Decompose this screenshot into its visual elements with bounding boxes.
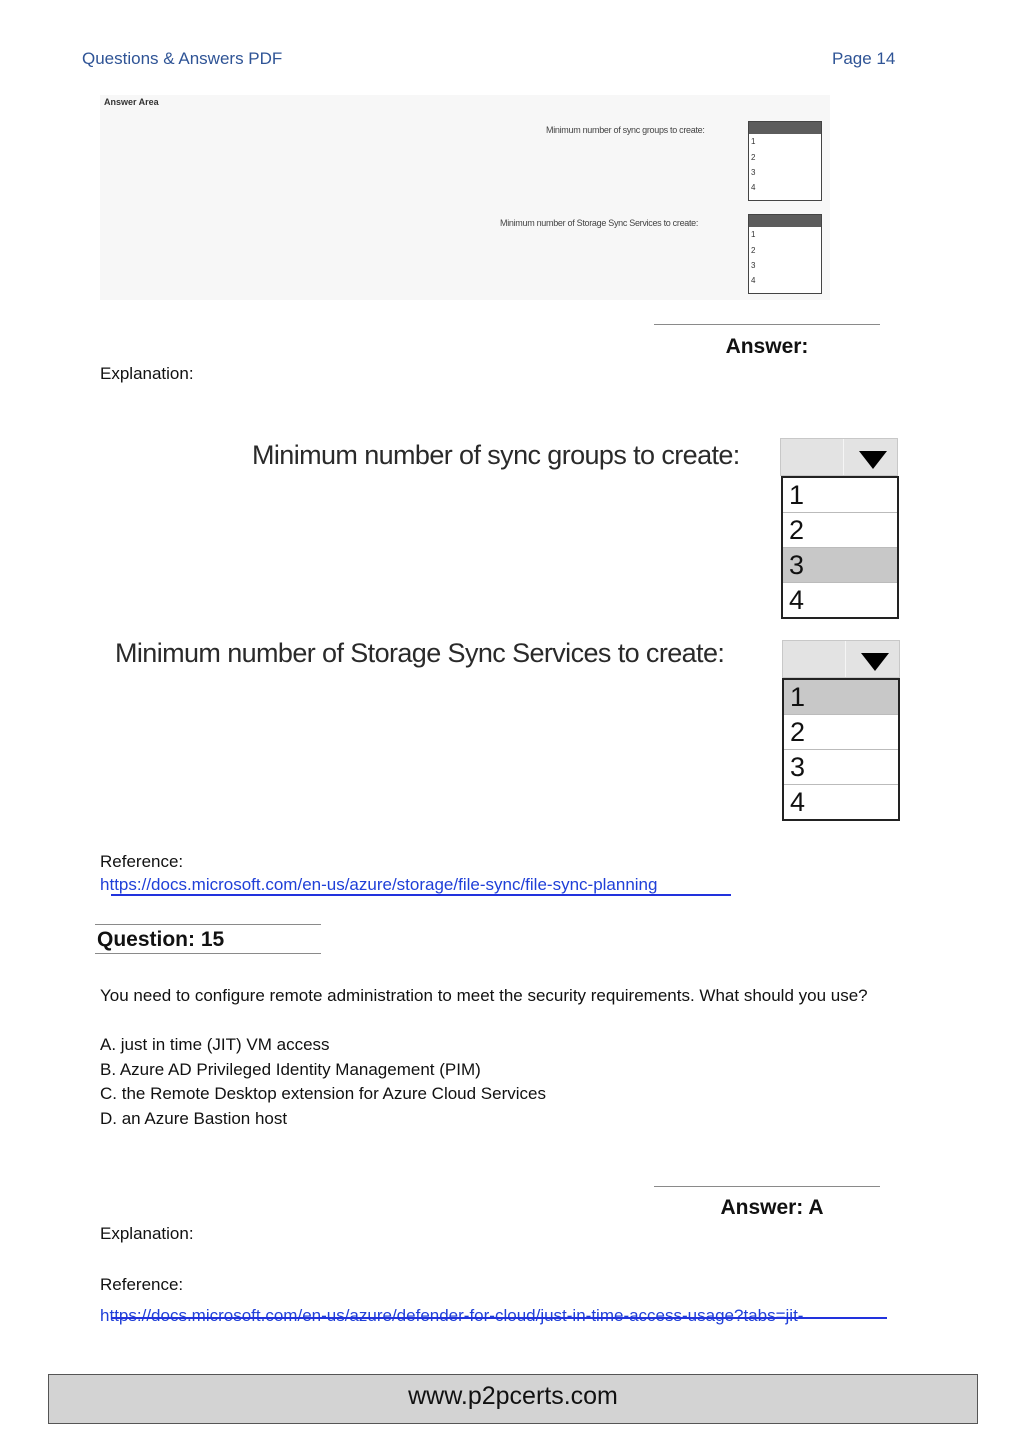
storage-sync-dropdown[interactable] [782, 640, 900, 678]
header-title: Questions & Answers PDF [82, 49, 283, 68]
option-2[interactable]: 2 [783, 513, 897, 548]
option-a: A. just in time (JIT) VM access [100, 1035, 330, 1054]
link-underline [111, 894, 731, 896]
option-3-selected[interactable]: 3 [783, 548, 897, 583]
small-sync-groups-dropdown [748, 121, 822, 201]
sync-groups-dropdown[interactable] [780, 438, 898, 476]
option-2[interactable]: 2 [784, 715, 898, 750]
answer-area-title: Answer Area [104, 97, 159, 107]
explanation-label: Explanation: [100, 364, 194, 383]
answer-area-image [100, 95, 830, 300]
small-option: 1 [751, 230, 756, 239]
option-c: C. the Remote Desktop extension for Azure Cloud Services [100, 1084, 546, 1103]
answer-label: Answer: [654, 335, 880, 359]
storage-sync-options [782, 678, 900, 821]
answer-rule-top [654, 1186, 880, 1187]
question-text: You need to configure remote administration to meet the security requirements. What should you use? [100, 986, 868, 1005]
footer-banner: www.p2pcerts.com [48, 1374, 978, 1424]
link-strike-line [111, 1317, 887, 1319]
dropdown-arrow-icon [861, 653, 889, 671]
question-options [100, 1033, 546, 1131]
storage-sync-label: Minimum number of Storage Sync Services to create: [115, 638, 725, 668]
reference-link[interactable]: https://docs.microsoft.com/en-us/azure/defender-for-cloud/just-in-time-access-usage?tabs=jit- [100, 1306, 804, 1325]
answer-rule-top [654, 324, 880, 325]
option-1-selected[interactable]: 1 [784, 680, 898, 715]
page-number: Page 14 [832, 49, 896, 68]
dropdown-arrow-icon [859, 451, 887, 469]
small-option: 1 [751, 137, 756, 146]
sync-groups-label: Minimum number of sync groups to create: [252, 440, 740, 470]
option-1[interactable]: 1 [783, 478, 897, 513]
small-storage-options: 2 3 4 [751, 246, 756, 285]
reference-link[interactable]: https://docs.microsoft.com/en-us/azure/storage/file-sync/file-sync-planning [100, 875, 658, 894]
small-sync-groups-label: Minimum number of sync groups to create: [546, 125, 705, 135]
option-d: D. an Azure Bastion host [100, 1108, 288, 1128]
reference-label: Reference: [100, 1275, 184, 1294]
small-storage-sync-label: Minimum number of Storage Sync Services to create: [500, 218, 699, 228]
small-storage-sync-dropdown [748, 214, 822, 294]
question-rule-bottom [95, 953, 321, 954]
option-4[interactable]: 4 [790, 787, 806, 817]
explanation-label: Explanation: [100, 1224, 194, 1243]
answer-label: Answer: A [654, 1196, 890, 1220]
option-4[interactable]: 4 [789, 585, 805, 615]
small-sync-options: 2 3 4 [751, 153, 756, 192]
option-b: B. Azure AD Privileged Identity Management (PIM) [100, 1059, 481, 1079]
question-title: Question: 15 [97, 928, 225, 951]
option-3[interactable]: 3 [784, 750, 898, 785]
sync-groups-options [781, 476, 899, 619]
reference-label: Reference: [100, 852, 184, 871]
question-rule-top [95, 924, 321, 925]
